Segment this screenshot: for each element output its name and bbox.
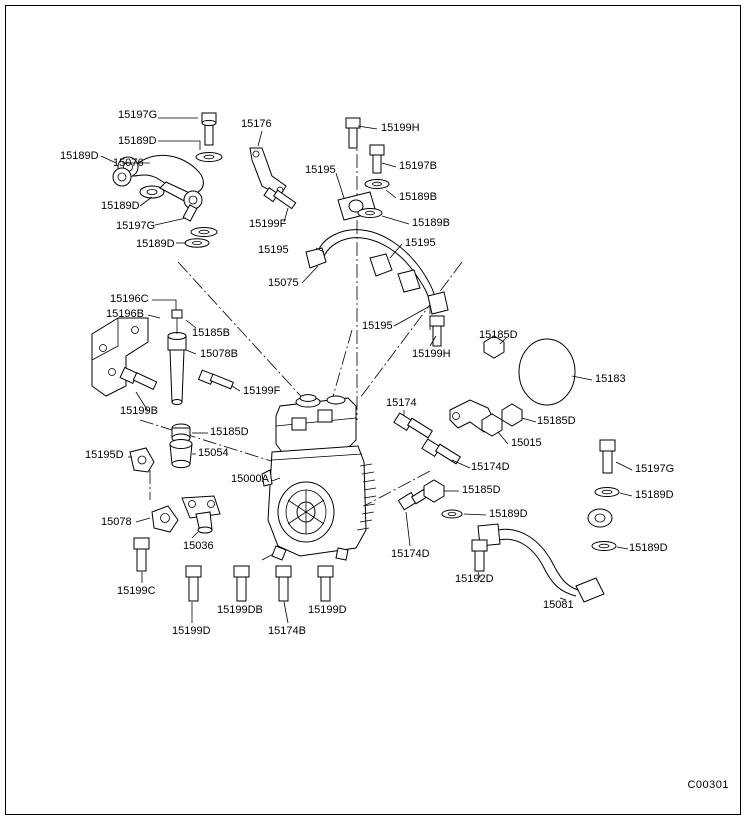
part-label: 15036 <box>183 540 214 552</box>
part-label: 15015 <box>511 437 542 449</box>
part-label: 15197G <box>635 463 675 475</box>
part-label: 15197B <box>399 160 437 172</box>
part-label: 15196B <box>106 308 144 320</box>
part-label: 15185D <box>210 426 249 438</box>
diagram-code: C00301 <box>687 779 729 791</box>
part-label: 15174D <box>471 461 510 473</box>
part-label: 15185D <box>537 415 576 427</box>
part-label: 15189B <box>399 191 437 203</box>
part-label: 15197G <box>118 109 158 121</box>
part-label: 15183 <box>595 373 626 385</box>
part-label: 15185D <box>479 329 518 341</box>
part-label: 15195 <box>305 164 336 176</box>
part-15054 <box>170 424 208 468</box>
part-label: 15174B <box>268 625 306 637</box>
part-label: 15189D <box>136 238 175 250</box>
part-label: 15189D <box>118 135 157 147</box>
part-label: 15189D <box>629 542 668 554</box>
part-label: 15195 <box>405 237 436 249</box>
part-label: 15185D <box>462 484 501 496</box>
part-label: 15199F <box>243 385 281 397</box>
part-15174-bolts <box>394 410 470 546</box>
part-15176-bracket <box>250 131 296 222</box>
part-15000A-compressor <box>262 395 376 560</box>
part-label: 15000A <box>231 473 269 485</box>
part-label: 15081 <box>543 599 574 611</box>
part-label: 15075 <box>268 277 299 289</box>
part-label: 15199C <box>117 585 156 597</box>
part-label: 15199D <box>308 604 347 616</box>
part-15183-cover <box>519 339 592 405</box>
part-label: 15189B <box>412 217 450 229</box>
part-label: 15199D <box>172 625 211 637</box>
part-label: 15189D <box>489 508 528 520</box>
part-label: 15197G <box>116 220 156 232</box>
part-15195D <box>128 448 154 472</box>
part-label: 15189D <box>60 150 99 162</box>
part-label: 15078 <box>101 516 132 528</box>
part-label: 15196C <box>110 293 149 305</box>
part-label: 15199H <box>381 122 420 134</box>
part-label: 15199DB <box>217 604 263 616</box>
part-label: 15195 <box>258 244 289 256</box>
part-label: 15189D <box>101 200 140 212</box>
part-label: 15195D <box>85 449 124 461</box>
part-label: 15199F <box>249 218 287 230</box>
part-label: 15078B <box>200 348 238 360</box>
part-label: 15189D <box>635 489 674 501</box>
part-15075-hose <box>302 118 448 346</box>
part-label: 15199B <box>120 405 158 417</box>
part-label: 15185B <box>192 327 230 339</box>
part-label: 15174D <box>391 548 430 560</box>
part-label: 15174 <box>386 397 417 409</box>
part-label: 15192D <box>455 573 494 585</box>
part-label: 15076 <box>113 157 144 169</box>
part-label: 15199H <box>412 348 451 360</box>
part-label: 15195 <box>362 320 393 332</box>
part-label: 15054 <box>198 447 229 459</box>
part-label: 15176 <box>241 118 272 130</box>
